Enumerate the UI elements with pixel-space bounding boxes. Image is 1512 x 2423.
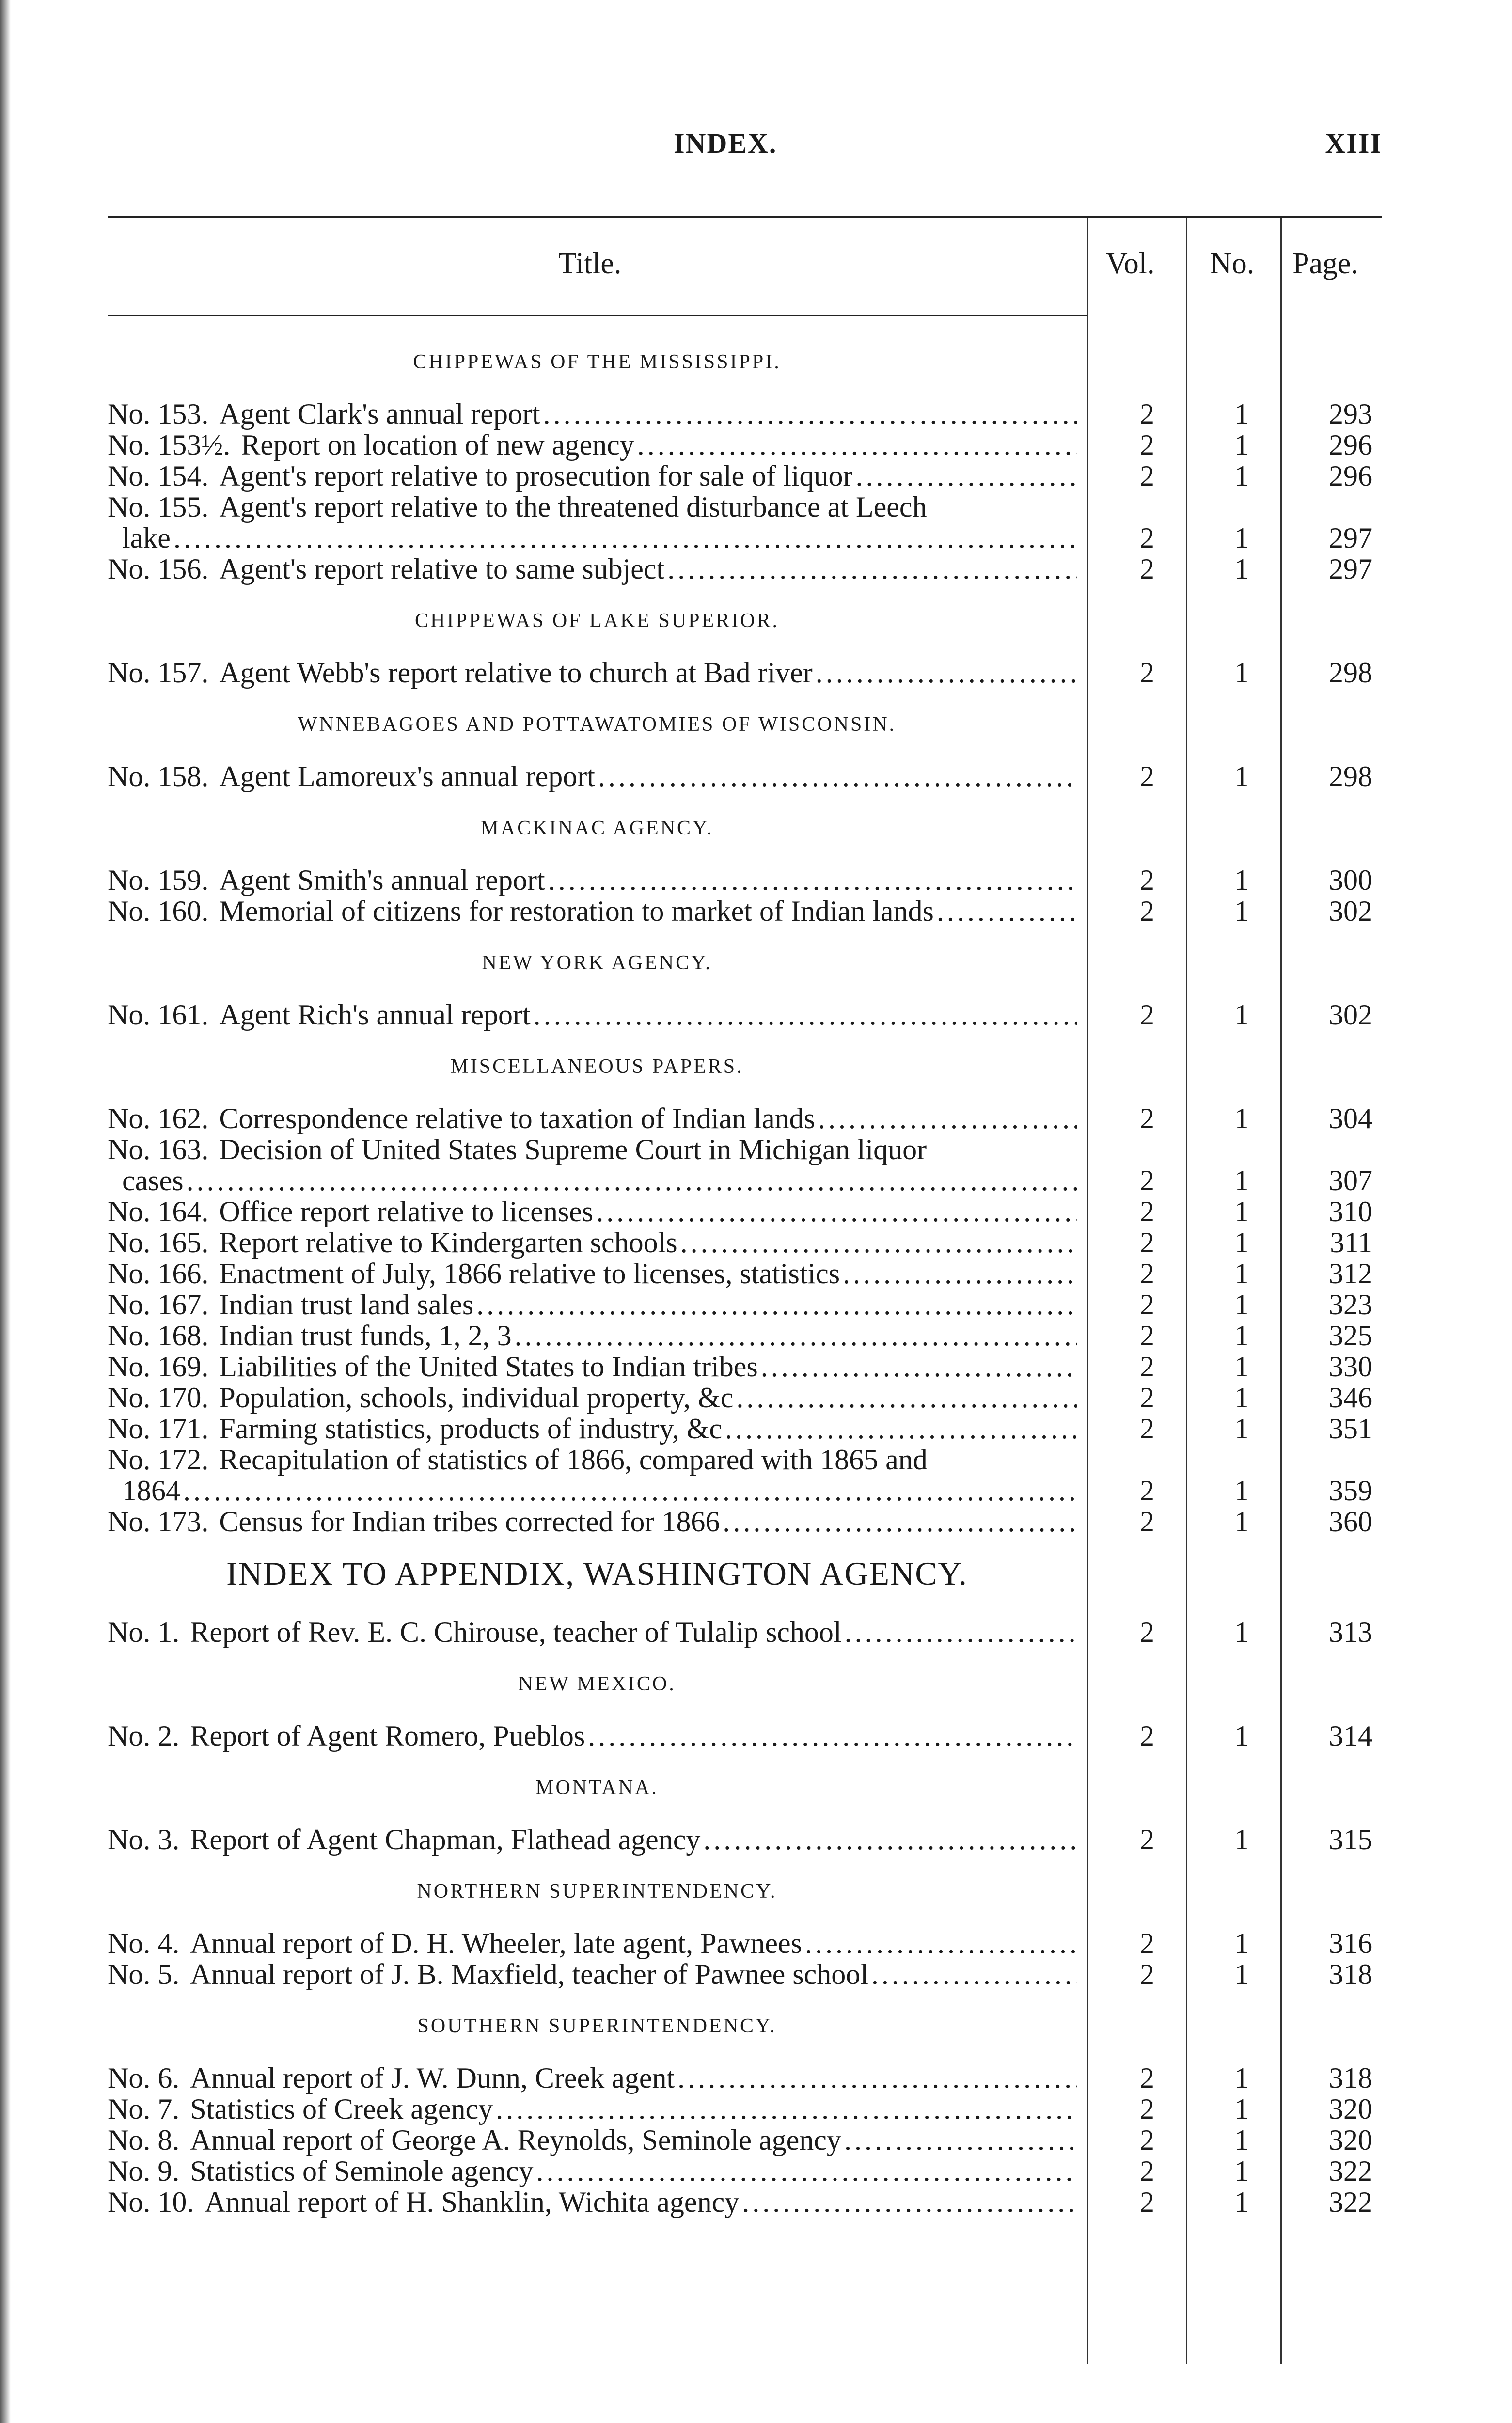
entry-vol: 2 [1140,2062,1154,2094]
index-entry [108,657,1382,688]
dot-leader [761,1351,1077,1382]
entry-no: 1 [1234,1413,1249,1445]
entry-title: Census for Indian tribes corrected for 1866 [219,1506,720,1538]
entry-number: No. 160. [108,895,209,927]
entry-page: 296 [1329,429,1372,461]
entry-page: 293 [1329,398,1372,430]
entry-number: No. 1. [108,1616,180,1648]
entry-title-line [108,1258,1077,1289]
entry-number: No. 8. [108,2124,180,2156]
entry-number: No. 169. [108,1351,209,1383]
entry-title-line [108,2187,1077,2218]
entry-title-line [108,2093,1077,2124]
dot-leader [818,1103,1077,1134]
entry-vol: 2 [1140,2093,1154,2125]
entry-vol: 2 [1140,1258,1154,1290]
entry-number: No. 159. [108,864,209,896]
entry-page: 314 [1329,1720,1372,1752]
entry-vol: 2 [1140,2155,1154,2187]
index-entry [108,1824,1382,1855]
entry-title: Statistics of Creek agency [190,2093,493,2125]
index-entry [108,1289,1382,1320]
entry-title: Agent Rich's annual report [219,999,531,1031]
entry-title-line [108,1134,1077,1165]
section-heading: MONTANA. [536,1777,659,1799]
entry-title: Report of Agent Romero, Pueblos [190,1720,585,1752]
entry-page: 296 [1329,460,1372,492]
index-entry [108,865,1382,896]
entry-page: 307 [1329,1164,1372,1196]
entry-title-line [108,1227,1077,1258]
entry-title-line [108,1413,1077,1444]
entry-no: 1 [1234,2062,1249,2094]
entry-page: 320 [1329,2124,1372,2156]
entry-no: 1 [1234,1720,1249,1752]
index-entry [108,1196,1382,1227]
entry-page: 320 [1329,2093,1372,2125]
appendix-title: INDEX TO APPENDIX, WASHINGTON AGENCY. [226,1555,968,1592]
entry-vol: 2 [1140,429,1154,461]
section-heading: CHIPPEWAS OF THE MISSISSIPPI. [413,351,781,373]
dot-leader [598,761,1077,792]
entry-number: No. 10. [108,2186,194,2218]
dot-leader [937,896,1077,927]
index-entry [108,398,1382,429]
entry-title-line [108,2156,1077,2187]
entry-number: No. 4. [108,1927,180,1959]
entry-no: 1 [1234,1196,1249,1227]
entry-title-line [108,2062,1077,2093]
entry-title: Population, schools, individual property, &c [219,1382,734,1414]
dot-leader [855,460,1077,491]
entry-title: Agent Webb's report relative to church at Bad river [219,657,813,689]
entry-number: No. 161. [108,999,209,1031]
entry-vol: 2 [1140,1413,1154,1445]
entry-title: Indian trust funds, 1, 2, 3 [219,1320,512,1352]
entry-title-continuation [108,522,1077,553]
entry-no: 1 [1234,460,1249,492]
entry-number: No. 162. [108,1102,209,1134]
entry-title: Decision of United States Supreme Court in Michigan liquor [219,1133,927,1165]
header-vol: Vol. [1106,247,1155,280]
entry-title-line [108,553,1077,584]
dot-leader [805,1928,1077,1959]
dot-leader [844,2124,1077,2156]
entry-no: 1 [1234,1475,1249,1507]
entry-title-cont: cases [122,1164,184,1196]
entry-title-line [108,999,1077,1030]
entry-title: Recapitulation of statistics of 1866, compared with 1865 and [219,1444,928,1476]
entry-page: 322 [1329,2155,1372,2187]
index-entry [108,1444,1382,1506]
entry-no: 1 [1234,657,1249,689]
index-entry [108,1928,1382,1959]
dot-leader [677,2062,1077,2093]
entry-number: No. 7. [108,2093,180,2125]
index-entry [108,491,1382,553]
dot-leader [187,1165,1077,1196]
entry-page: 351 [1329,1413,1372,1445]
entry-page: 318 [1329,1958,1372,1990]
header-page: Page. [1292,247,1359,280]
entry-number: No. 166. [108,1258,209,1290]
entry-title-line [108,2124,1077,2156]
entry-title: Agent's report relative to prosecution for sale of liquor [219,460,853,492]
running-head [0,127,1512,166]
entry-no: 1 [1234,999,1249,1031]
entry-vol: 2 [1140,1289,1154,1321]
index-entry [108,1382,1382,1413]
entry-no: 1 [1234,1927,1249,1959]
page-binding-edge [0,0,11,2423]
index-entry [108,1617,1382,1648]
entry-vol: 2 [1140,999,1154,1031]
running-title: INDEX. [674,127,777,159]
section-heading: NEW MEXICO. [518,1673,676,1695]
entry-vol: 2 [1140,1958,1154,1990]
dot-leader [723,1506,1077,1537]
entry-title-line [108,1824,1077,1855]
section-heading: WNNEBAGOES AND POTTAWATOMIES OF WISCONSIN. [298,713,897,736]
entry-no: 1 [1234,429,1249,461]
index-entry [108,761,1382,792]
entry-no: 1 [1234,398,1249,430]
entry-number: No. 167. [108,1289,209,1321]
table-header-columns [1087,218,1382,315]
entry-no: 1 [1234,1824,1249,1856]
section-heading: NORTHERN SUPERINTENDENCY. [417,1880,777,1903]
spacer [108,1610,1382,1617]
entry-vol: 2 [1140,657,1154,689]
entry-no: 1 [1234,2155,1249,2187]
entry-vol: 2 [1140,2124,1154,2156]
entry-page: 325 [1329,1320,1372,1352]
entry-title: Memorial of citizens for restoration to market of Indian lands [219,895,934,927]
entry-title-line [108,1720,1077,1751]
entry-vol: 2 [1140,1475,1154,1507]
entry-vol: 2 [1140,1196,1154,1227]
dot-leader [476,1289,1077,1320]
entry-page: 323 [1329,1289,1372,1321]
entry-title-line [108,429,1077,460]
table-header-row [108,218,1087,316]
entry-title-line [108,1506,1077,1537]
entry-vol: 2 [1140,522,1154,554]
entry-number: No. 172. [108,1444,209,1476]
index-entry [108,1506,1382,1537]
entry-vol: 2 [1140,864,1154,896]
index-entry [108,1103,1382,1134]
entry-vol: 2 [1140,1720,1154,1752]
entry-vol: 2 [1140,1351,1154,1383]
header-title: Title. [558,247,622,280]
dot-leader [515,1320,1077,1351]
entry-title: Report on location of new agency [241,429,634,461]
entry-title: Annual report of H. Shanklin, Wichita agency [205,2186,740,2218]
dot-leader [742,2187,1077,2218]
index-entry [108,429,1382,460]
index-entry [108,1720,1382,1751]
index-entry [108,2187,1382,2218]
section-heading: MACKINAC AGENCY. [480,817,714,839]
entry-no: 1 [1234,1227,1249,1259]
entry-no: 1 [1234,2186,1249,2218]
dot-leader [725,1413,1077,1444]
entry-page: 297 [1329,522,1372,554]
entry-title: Agent's report relative to same subject [219,553,665,585]
dot-leader [816,657,1077,688]
index-entry [108,999,1382,1030]
entry-title: Indian trust land sales [219,1289,474,1321]
entry-page: 318 [1329,2062,1372,2094]
entry-title-line [108,1617,1077,1648]
entry-number: No. 157. [108,657,209,689]
entry-vol: 2 [1140,1320,1154,1352]
dot-leader [588,1720,1077,1751]
entry-number: No. 168. [108,1320,209,1352]
entry-number: No. 9. [108,2155,180,2187]
index-entry [108,1134,1382,1196]
entry-page: 298 [1329,657,1372,689]
entry-title: Correspondence relative to taxation of Indian lands [219,1102,815,1134]
index-entry [108,2062,1382,2093]
entry-title: Office report relative to licenses [219,1196,594,1227]
dot-leader [183,1475,1077,1506]
entry-title-line [108,460,1077,491]
entry-number: No. 156. [108,553,209,585]
entry-vol: 2 [1140,1102,1154,1134]
entry-no: 1 [1234,1382,1249,1414]
entry-page: 330 [1329,1351,1372,1383]
entry-vol: 2 [1140,1927,1154,1959]
section-heading: CHIPPEWAS OF LAKE SUPERIOR. [414,610,780,632]
entry-no: 1 [1234,864,1249,896]
entry-number: No. 170. [108,1382,209,1414]
entry-vol: 2 [1140,760,1154,792]
entry-page: 316 [1329,1927,1372,1959]
entry-number: No. 6. [108,2062,180,2094]
index-entry [108,2156,1382,2187]
dot-leader [845,1617,1077,1648]
entry-title: Report of Rev. E. C. Chirouse, teacher of Tulalip school [190,1616,842,1648]
entry-title-line [108,657,1077,688]
entry-number: No. 2. [108,1720,180,1752]
entry-title-line [108,1289,1077,1320]
entry-no: 1 [1234,895,1249,927]
entry-page: 310 [1329,1196,1372,1227]
entry-vol: 2 [1140,398,1154,430]
entry-page: 360 [1329,1506,1372,1538]
entry-title: Annual report of George A. Reynolds, Seminole agency [190,2124,841,2156]
entry-number: No. 155. [108,491,209,523]
entry-page: 302 [1329,895,1372,927]
dot-leader [534,999,1077,1030]
entry-no: 1 [1234,1351,1249,1383]
entry-page: 304 [1329,1102,1372,1134]
index-entry [108,553,1382,584]
entry-title-cont: 1864 [122,1475,180,1507]
entry-page: 302 [1329,999,1372,1031]
entry-number: No. 154. [108,460,209,492]
dot-leader [548,865,1077,896]
entry-number: No. 3. [108,1824,180,1856]
entry-title: Liabilities of the United States to Indian tribes [219,1351,758,1383]
entry-vol: 2 [1140,1506,1154,1538]
entry-vol: 2 [1140,1382,1154,1414]
section-heading: MISCELLANEOUS PAPERS. [450,1055,744,1078]
index-rows [108,316,1382,2218]
entry-title-line [108,896,1077,927]
entry-page: 359 [1329,1475,1372,1507]
entry-vol: 2 [1140,2186,1154,2218]
dot-leader [680,1227,1077,1258]
dot-leader [637,429,1077,460]
entry-title: Annual report of J. W. Dunn, Creek agent [190,2062,675,2094]
entry-page: 315 [1329,1824,1372,1856]
entry-title-continuation [108,1165,1077,1196]
entry-page: 312 [1329,1258,1372,1290]
index-entry [108,2124,1382,2156]
entry-number: No. 158. [108,760,209,792]
entry-title: Report relative to Kindergarten schools [219,1227,677,1259]
entry-vol: 2 [1140,553,1154,585]
entry-title: Farming statistics, products of industry, &c [219,1413,723,1445]
entry-number: No. 163. [108,1133,209,1165]
entry-page: 298 [1329,760,1372,792]
entry-no: 1 [1234,1320,1249,1352]
entry-number: No. 153. [108,398,209,430]
entry-title-continuation [108,1475,1077,1506]
entry-title-line [108,1103,1077,1134]
entry-no: 1 [1234,1164,1249,1196]
index-entry [108,1413,1382,1444]
entry-no: 1 [1234,2093,1249,2125]
entry-page: 300 [1329,864,1372,896]
index-entry [108,1351,1382,1382]
dot-leader [703,1824,1077,1855]
entry-vol: 2 [1140,1824,1154,1856]
entry-vol: 2 [1140,895,1154,927]
entry-title: Agent's report relative to the threatened disturbance at Leech [219,491,927,523]
entry-title: Report of Agent Chapman, Flathead agency [190,1824,701,1856]
entry-title-line [108,1196,1077,1227]
entry-title: Agent Smith's annual report [219,864,545,896]
entry-page: 311 [1330,1227,1372,1259]
entry-title-cont: lake [122,522,171,554]
entry-no: 1 [1234,1102,1249,1134]
entry-vol: 2 [1140,1616,1154,1648]
dot-leader [536,2156,1077,2187]
entry-title-line [108,1928,1077,1959]
entry-title-line [108,491,1077,522]
index-entry [108,460,1382,491]
entry-title-line [108,1444,1077,1475]
entry-page: 346 [1329,1382,1372,1414]
entry-title: Enactment of July, 1866 relative to licenses, statistics [219,1258,840,1290]
header-no: No. [1210,247,1255,280]
entry-no: 1 [1234,553,1249,585]
entry-title: Annual report of J. B. Maxfield, teacher of Pawnee school [190,1958,868,1990]
entry-vol: 2 [1140,1164,1154,1196]
entry-title-line [108,1320,1077,1351]
dot-leader [173,522,1077,553]
entry-title-line [108,398,1077,429]
entry-no: 1 [1234,1289,1249,1321]
entry-title-line [108,761,1077,792]
entry-number: No. 153½. [108,429,231,461]
entry-page: 322 [1329,2186,1372,2218]
entry-vol: 2 [1140,460,1154,492]
section-heading: NEW YORK AGENCY. [482,952,712,974]
entry-number: No. 171. [108,1413,209,1445]
entry-title: Annual report of D. H. Wheeler, late agent, Pawnees [190,1927,803,1959]
dot-leader [496,2093,1077,2124]
index-entry [108,1227,1382,1258]
entry-no: 1 [1234,1616,1249,1648]
entry-title-line [108,1351,1077,1382]
index-entry [108,896,1382,927]
dot-leader [736,1382,1077,1413]
entry-page: 313 [1329,1616,1372,1648]
section-heading: SOUTHERN SUPERINTENDENCY. [417,2015,777,2037]
entry-number: No. 5. [108,1958,180,1990]
entry-page: 297 [1329,553,1372,585]
dot-leader [596,1196,1077,1227]
index-entry [108,1258,1382,1289]
entry-no: 1 [1234,1258,1249,1290]
entry-title-line [108,865,1077,896]
entry-number: No. 173. [108,1506,209,1538]
entry-number: No. 164. [108,1196,209,1227]
entry-no: 1 [1234,1506,1249,1538]
entry-title: Agent Lamoreux's annual report [219,760,595,792]
entry-no: 1 [1234,2124,1249,2156]
running-page-number: XIII [1325,127,1382,159]
dot-leader [843,1258,1077,1289]
entry-title-line [108,1959,1077,1990]
entry-title: Statistics of Seminole agency [190,2155,534,2187]
entry-no: 1 [1234,760,1249,792]
entry-vol: 2 [1140,1227,1154,1259]
entry-no: 1 [1234,1958,1249,1990]
entry-title: Agent Clark's annual report [219,398,540,430]
entry-title-line [108,1382,1077,1413]
dot-leader [871,1959,1077,1990]
index-entry [108,1959,1382,1990]
index-table [108,216,1382,2218]
dot-leader [667,553,1077,584]
entry-number: No. 165. [108,1227,209,1259]
entry-no: 1 [1234,522,1249,554]
index-entry [108,1320,1382,1351]
dot-leader [543,398,1077,429]
index-entry [108,2093,1382,2124]
